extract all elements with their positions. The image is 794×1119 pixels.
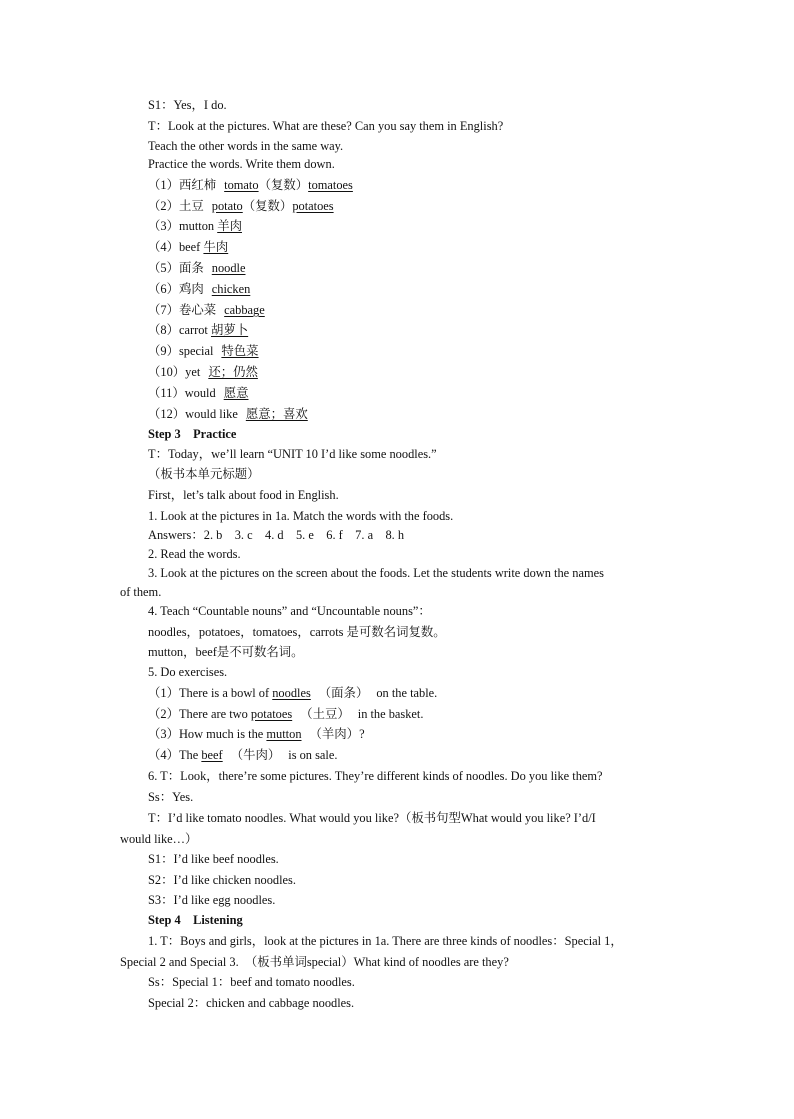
grammar-note: noodles，potatoes，tomatoes，carrots 是可数名词复数。 [148, 625, 446, 639]
exercise-answer: noodles [272, 686, 311, 700]
vocab-answer: noodle [211, 261, 246, 275]
dialogue-line: Ss：Yes. [148, 790, 194, 804]
exercise-text: There are two [178, 707, 251, 721]
vocab-item [148, 343, 259, 359]
vocab-word: would [184, 386, 216, 400]
instruction-line: 4. Teach “Countable nouns” and “Uncountable nouns”： [148, 604, 431, 618]
exercise-hint: （羊肉） [309, 727, 360, 741]
exercise-number: （2） [148, 707, 179, 721]
grammar-note: mutton，beef是不可数名词。 [148, 645, 304, 659]
vocab-answer: 牛肉 [203, 240, 229, 254]
exercise-text: ? [359, 727, 365, 741]
exercise-answer: mutton [266, 727, 302, 741]
exercise-text: How much is the [178, 727, 267, 741]
dialogue-line-cont: would like…） [120, 832, 198, 846]
vocab-plural: tomatoes [308, 178, 353, 192]
instruction-line: First，let’s talk about food in English. [148, 488, 339, 502]
vocab-item [148, 281, 250, 297]
exercise-hint: （牛肉） [230, 748, 281, 762]
dialogue-line: 6. T：Look，there’re some pictures. They’re different kinds of noodles. Do you like them? [148, 769, 603, 783]
step4-heading: Step 4 Listening [148, 913, 243, 927]
vocab-plural: potatoes [292, 199, 334, 213]
dialogue-line-cont: Special 2 and Special 3. （板书单词special）What kind of noodles are they? [120, 955, 509, 969]
vocab-number: （10） [148, 365, 186, 379]
vocab-answer: 特色菜 [221, 344, 259, 358]
instruction-line: 5. Do exercises. [148, 665, 228, 679]
vocab-item [148, 322, 248, 338]
vocab-number: （11） [148, 386, 185, 400]
dialogue-line: T：Today，we’ll learn “UNIT 10 I’d like some noodles.” [148, 447, 437, 461]
instruction-line: Practice the words. Write them down. [148, 157, 335, 171]
exercise-number: （1） [148, 686, 179, 700]
vocab-answer: 还；仍然 [208, 365, 258, 379]
exercise-hint: （面条） [318, 686, 369, 700]
instruction-line: 3. Look at the pictures on the screen about the foods. Let the students write down the names [148, 566, 604, 580]
dialogue-line: S2：I’d like chicken noodles. [148, 873, 296, 887]
vocab-item [148, 406, 308, 422]
vocab-item [148, 364, 258, 380]
exercise-answer: potatoes [250, 707, 293, 721]
instruction-line: 1. Look at the pictures in 1a. Match the words with the foods. [148, 509, 454, 523]
vocab-item [148, 239, 228, 255]
dialogue-line: S3：I’d like egg noodles. [148, 893, 276, 907]
vocab-number: （7） [148, 303, 179, 317]
board-note: （板书本单元标题） [148, 467, 260, 481]
dialogue-line: T：Look at the pictures. What are these? Can you say them in English? [148, 119, 504, 133]
dialogue-line: Ss：Special 1：beef and tomato noodles. [148, 975, 355, 989]
vocab-item [148, 177, 353, 193]
dialogue-line: S1：I’d like beef noodles. [148, 852, 279, 866]
dialogue-line: S1：Yes，I do. [148, 98, 227, 112]
vocab-answer: 愿意 [223, 386, 249, 400]
exercise-item [148, 706, 423, 722]
vocab-answer: potato [211, 199, 243, 213]
exercise-answer: beef [201, 748, 223, 762]
exercise-item [148, 726, 365, 742]
vocab-item [148, 260, 246, 276]
vocab-word: carrot [178, 323, 208, 337]
exercise-number: （3） [148, 727, 179, 741]
exercise-text: The [178, 748, 202, 762]
instruction-line-cont: of them. [120, 585, 162, 599]
vocab-word: 面条 [178, 261, 204, 275]
exercise-item [148, 747, 337, 763]
vocab-word: mutton [178, 219, 215, 233]
vocab-chinese: 西红柿 [178, 178, 217, 192]
vocab-number: （3） [148, 219, 179, 233]
vocab-answer: 羊肉 [217, 219, 242, 233]
vocab-number: （1） [148, 178, 179, 192]
vocab-word: 卷心菜 [178, 303, 217, 317]
vocab-number: （4） [148, 240, 179, 254]
vocab-item [148, 385, 248, 401]
vocab-word: 鸡肉 [178, 282, 204, 296]
vocab-item [148, 198, 334, 214]
vocab-item [148, 218, 242, 234]
dialogue-line: Special 2：chicken and cabbage noodles. [148, 996, 355, 1010]
vocab-number: （5） [148, 261, 179, 275]
vocab-chinese: 土豆 [178, 199, 204, 213]
vocab-word: yet [185, 365, 201, 379]
step3-heading: Step 3 Practice [148, 427, 237, 441]
vocab-answer: tomato [224, 178, 259, 192]
exercise-text: is on sale. [288, 748, 338, 762]
vocab-word: would like [185, 407, 238, 421]
vocab-note: （复数） [258, 178, 309, 192]
exercise-item [148, 685, 437, 701]
exercise-number: （4） [148, 748, 179, 762]
instruction-line: Teach the other words in the same way. [148, 139, 344, 153]
vocab-answer: 愿意；喜欢 [245, 407, 308, 421]
vocab-number: （9） [148, 344, 179, 358]
vocab-answer: cabbage [224, 303, 265, 317]
vocab-word: special [178, 344, 214, 358]
vocab-number: （8） [148, 323, 179, 337]
exercise-text: in the basket. [357, 707, 424, 721]
vocab-answer: 胡萝卜 [210, 323, 249, 337]
vocab-number: （2） [148, 199, 179, 213]
exercise-text: on the table. [376, 686, 438, 700]
vocab-answer: chicken [211, 282, 251, 296]
dialogue-line: T：I’d like tomato noodles. What would you like?（板书句型What would you like? I’d/I [148, 811, 596, 825]
vocab-word: beef [178, 240, 201, 254]
vocab-number: （6） [148, 282, 179, 296]
vocab-item [148, 302, 265, 318]
vocab-note: （复数） [242, 199, 293, 213]
answers-line: Answers：2. b 3. c 4. d 5. e 6. f 7. a 8. h [148, 528, 405, 542]
dialogue-line: 1. T：Boys and girls，look at the pictures in 1a. There are three kinds of noodles：Special 1， [148, 934, 623, 948]
exercise-hint: （土豆） [300, 707, 350, 721]
vocab-number: （12） [148, 407, 186, 421]
instruction-line: 2. Read the words. [148, 547, 241, 561]
exercise-text: There is a bowl of [178, 686, 273, 700]
